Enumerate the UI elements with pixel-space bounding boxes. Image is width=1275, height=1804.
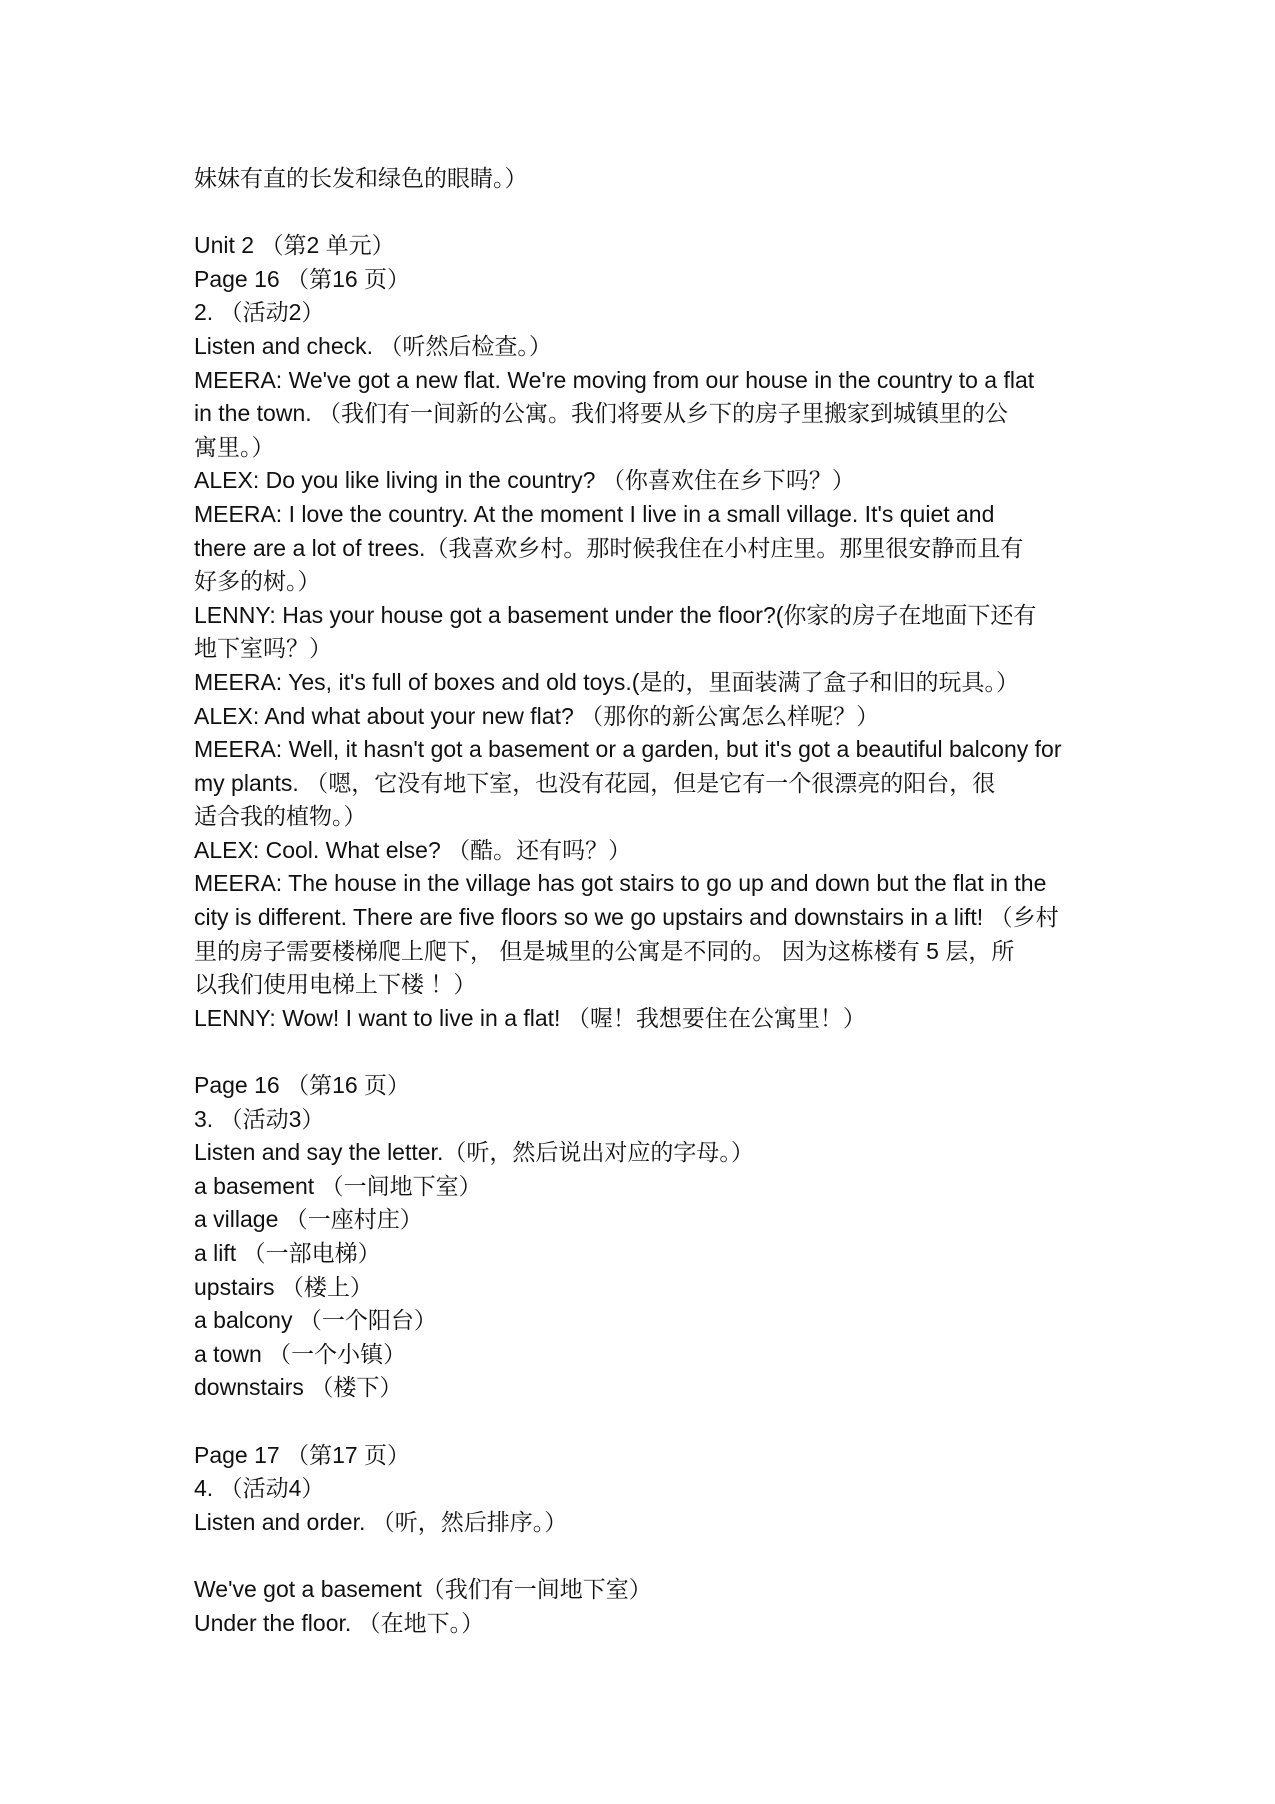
text-line: Page 17 （第17 页） [194, 1441, 411, 1468]
text-line: 适合我的植物。） [194, 803, 367, 830]
text-line: Listen and say the letter.（听，然后说出对应的字母。） [194, 1139, 754, 1166]
text-line: city is different. There are five floors so we go upstairs and downstairs in a lift! （乡村 [194, 904, 1059, 931]
text-line: Page 16 （第16 页） [194, 265, 411, 292]
text-line: MEERA: We've got a new flat. We're moving from our house in the country to a flat [194, 366, 1035, 393]
text-line: Listen and check. （听然后检查。） [194, 332, 552, 359]
text-line: Unit 2 （第2 单元） [194, 232, 395, 259]
text-line: ALEX: And what about your new flat? （那你的新公寓怎么样呢？） [194, 702, 880, 729]
text-line: LENNY: Wow! I want to live in a flat! （喔！我想要住在公寓里！） [194, 1004, 866, 1031]
text-line: 地下室吗？） [194, 635, 332, 662]
text-line: downstairs （楼下） [194, 1374, 403, 1401]
text-line: 好多的树。） [194, 568, 321, 595]
text-line: a town （一个小镇） [194, 1340, 407, 1367]
text-line: MEERA: Yes, it's full of boxes and old toys.(是的，里面装满了盒子和旧的玩具。） [194, 668, 1019, 695]
text-line: Under the floor. （在地下。） [194, 1609, 485, 1636]
text-line: 里的房子需要楼梯爬上爬下， 但是城里的公寓是不同的。 因为这栋楼有 5 层，所 [194, 937, 1015, 964]
text-line: Listen and order. （听，然后排序。） [194, 1508, 568, 1535]
blank-line [194, 1539, 1124, 1573]
text-line: 妹妹有直的长发和绿色的眼睛。） [194, 165, 528, 191]
text-line: We've got a basement（我们有一间地下室） [194, 1575, 652, 1602]
text-line: MEERA: The house in the village has got stairs to go up and down but the flat in the [194, 870, 1047, 897]
text-line: ALEX: Cool. What else? （酷。还有吗？） [194, 836, 632, 863]
blank-line [194, 1035, 1124, 1069]
text-line: 2. （活动2） [194, 299, 325, 326]
text-line: a village （一座村庄） [194, 1206, 423, 1233]
text-line: in the town. （我们有一间新的公寓。我们将要从乡下的房子里搬家到城镇里的公 [194, 400, 1009, 427]
text-line: my plants. （嗯，它没有地下室，也没有花园，但是它有一个很漂亮的阳台，很 [194, 769, 996, 796]
text-line: upstairs （楼上） [194, 1273, 373, 1300]
document-page [194, 162, 1124, 1640]
text-line: 4. （活动4） [194, 1475, 325, 1502]
text-line: there are a lot of trees.（我喜欢乡村。那时候我住在小村庄里。那里很安静而且有 [194, 534, 1024, 561]
text-line: 3. （活动3） [194, 1105, 325, 1132]
text-line: ALEX: Do you like living in the country? （你喜欢住在乡下吗？） [194, 467, 855, 494]
text-line: MEERA: I love the country. At the moment I live in a small village. It's quiet and [194, 500, 995, 527]
text-line: LENNY: Has your house got a basement under the floor?(你家的房子在地面下还有 [194, 601, 1037, 628]
blank-line [194, 1405, 1124, 1439]
text-line: 寓里。） [194, 433, 275, 460]
text-line: MEERA: Well, it hasn't got a basement or a garden, but it's got a beautiful balcony for [194, 736, 1062, 763]
blank-line [194, 196, 1124, 230]
text-line: Page 16 （第16 页） [194, 1072, 411, 1099]
text-line: a lift （一部电梯） [194, 1240, 381, 1266]
text-line: 以我们使用电梯上下楼 ！） [194, 971, 477, 998]
text-line: a basement （一间地下室） [194, 1172, 482, 1199]
document-body [194, 162, 1124, 1640]
text-line: a balcony （一个阳台） [194, 1307, 437, 1334]
